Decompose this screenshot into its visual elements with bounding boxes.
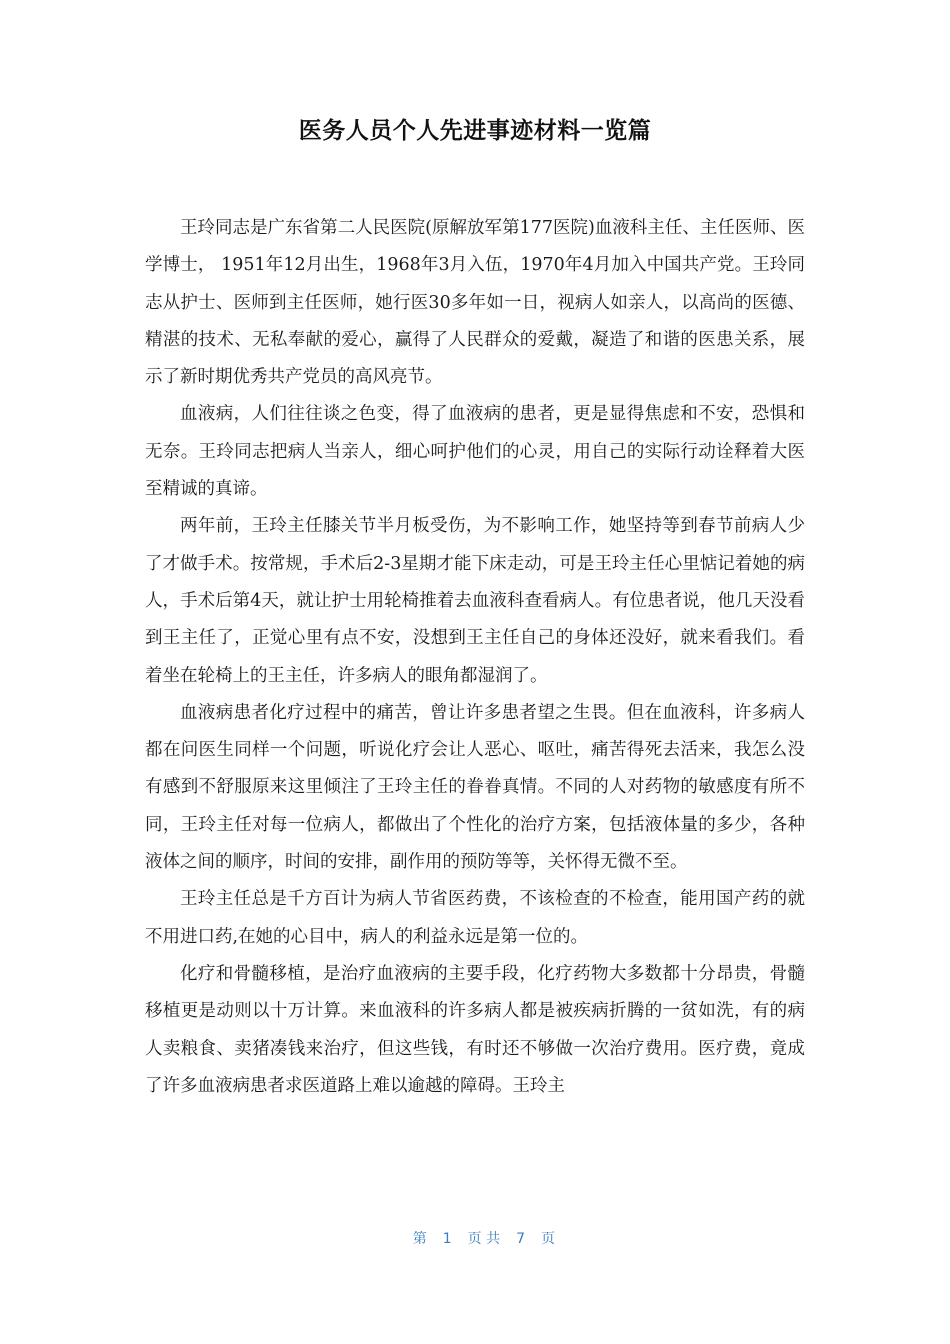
- total-pages-number: 7: [516, 1231, 526, 1247]
- page-label-mid: 页 共: [467, 1231, 501, 1247]
- document-title: 医务人员个人先进事迹材料一览篇: [298, 118, 652, 144]
- page-label-prefix: 第: [412, 1231, 427, 1247]
- paragraph: 王玲主任总是千方百计为病人节省医药费，不该检查的不检查，能用国产药的就不用进口药,在她的心目中，病人的利益永远是第一位的。: [145, 889, 805, 947]
- paragraph: 血液病，人们往往谈之色变，得了血液病的患者，更是显得焦虑和不安，恐惧和无奈。王玲同志把病人当亲人，细心呵护他们的心灵，用自己的实际行动诠释着大医至精诚的真谛。: [145, 404, 805, 500]
- current-page-number: 1: [442, 1231, 452, 1247]
- page-label-suffix: 页: [541, 1231, 556, 1247]
- document-body: [145, 210, 805, 1105]
- paragraph: 王玲同志是广东省第二人民医院(原解放军第177医院)血液科主任、主任医师、医学博士， 1951年12月出生，1968年3月入伍，1970年4月加入中国共产党。王玲同志从护士、医师到主任医师，她行医30多年如一日，视病人如亲人，以高尚的医德、精湛的技术、无私奉献的爱心，赢得了人民群众的爱戴，凝造了和谐的医患关系，展示了新时期优秀共产党员的高风亮节。: [145, 218, 805, 388]
- paragraph: 两年前，王玲主任膝关节半月板受伤，为不影响工作，她坚持等到春节前病人少了才做手术。按常规，手术后2-3星期才能下床走动，可是王玲主任心里惦记着她的病人，手术后第4天，就让护士用轮椅推着去血液科查看病人。有位患者说，他几天没看到王主任了，正觉心里有点不安，没想到王主任自己的身体还没好，就来看我们。看着坐在轮椅上的王主任，许多病人的眼角都湿润了。: [145, 516, 805, 686]
- paragraph: 化疗和骨髓移植，是治疗血液病的主要手段，化疗药物大多数都十分昂贵，骨髓移植更是动则以十万计算。来血液科的许多病人都是被疾病折腾的一贫如洗，有的病人卖粮食、卖猪凑钱来治疗，但这些钱，有时还不够做一次治疗费用。医疗费，竟成了许多血液病患者求医道路上难以逾越的障碍。王玲主: [145, 963, 805, 1096]
- page-footer: [0, 1212, 950, 1264]
- paragraph: 血液病患者化疗过程中的痛苦，曾让许多患者望之生畏。但在血液科，许多病人都在问医生同样一个问题，听说化疗会让人恶心、呕吐，痛苦得死去活来，我怎么没有感到不舒服原来这里倾注了王玲主任的眷眷真情。不同的人对药物的敏感度有所不同，王玲主任对每一位病人，都做出了个性化的治疗方案，包括液体量的多少，各种液体之间的顺序，时间的安排，副作用的预防等等，关怀得无微不至。: [145, 702, 805, 873]
